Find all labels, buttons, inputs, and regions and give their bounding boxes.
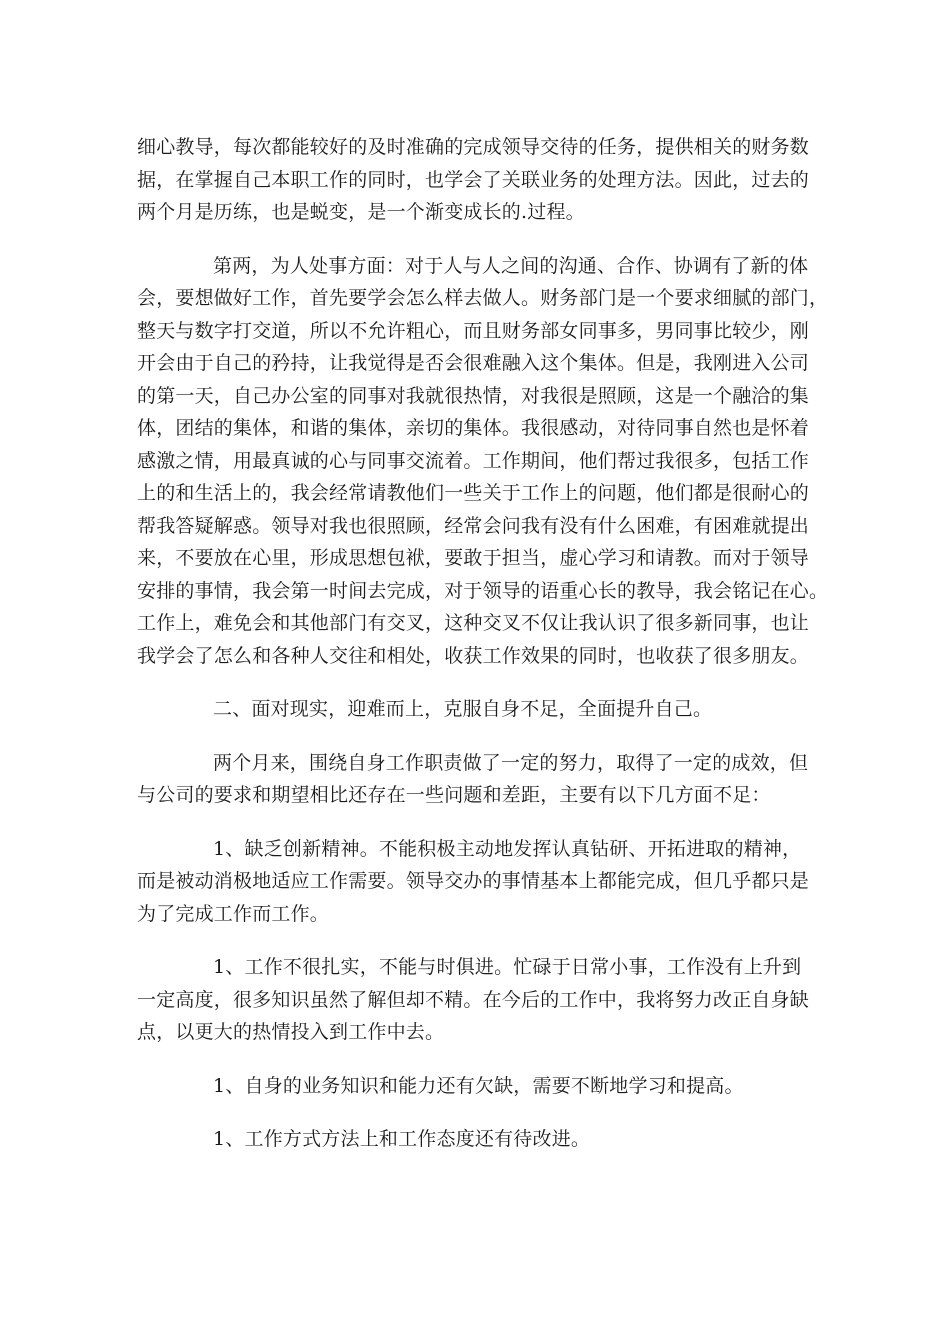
paragraph-8	[137, 1123, 813, 1156]
text-line: 会，要想做好工作，首先要学会怎么样去做人。财务部门是一个要求细腻的部门，	[137, 287, 829, 309]
paragraph-5	[137, 833, 813, 931]
text-line: 的第一天，自己办公室的同事对我就很热情，对我很是照顾，这是一个融洽的集	[137, 384, 810, 407]
text-line: 与公司的要求和期望相比还存在一些问题和差距，主要有以下几方面不足：	[137, 784, 771, 806]
text-line: 为了完成工作而工作。	[137, 902, 330, 925]
text-line: 上的和生活上的，我会经常请教他们一些关于工作上的问题，他们都是很耐心的	[137, 482, 810, 504]
paragraph-4	[137, 747, 813, 812]
text-line: 一定高度，很多知识虽然了解但却不精。在今后的工作中，我将努力改正自身缺	[137, 988, 810, 1011]
paragraph-7	[137, 1070, 813, 1103]
paragraph-2	[137, 250, 829, 673]
text-line: 帮我答疑解惑。领导对我也很照顾，经常会问我有没有什么困难，有困难就提出	[137, 514, 810, 537]
text-line: 1、缺乏创新精神。不能积极主动地发挥认真钻研、开拓进取的精神，	[213, 837, 802, 860]
text-line: 两个月来，围绕自身工作职责做了一定的努力，取得了一定的成效，但	[213, 751, 809, 774]
text-line: 工作上，难免会和其他部门有交叉，这种交叉不仅让我认识了很多新同事，也让	[137, 612, 810, 634]
paragraph-6	[137, 951, 813, 1049]
text-line: 而是被动消极地适应工作需要。领导交办的事情基本上都能完成，但几乎都只是	[137, 870, 810, 892]
document-body	[137, 131, 829, 1177]
text-line: 第两，为人处事方面：对于人与人之间的沟通、合作、协调有了新的体	[213, 254, 809, 277]
text-line: 据，在掌握自己本职工作的同时，也学会了关联业务的处理方法。因此，过去的	[137, 168, 810, 191]
text-line: 开会由于自己的矜持，让我觉得是否会很难融入这个集体。但是，我刚进入公司	[137, 352, 810, 374]
text-line: 两个月是历练，也是蜕变，是一个渐变成长的.过程。	[137, 201, 585, 223]
section-heading	[137, 693, 813, 726]
text-line: 1、工作不很扎实，不能与时俱进。忙碌于日常小事，工作没有上升到	[213, 956, 802, 978]
text-line: 感激之情，用最真诚的心与同事交流着。工作期间，他们帮过我很多，包括工作	[137, 449, 810, 472]
text-line: 点，以更大的热情投入到工作中去。	[137, 1021, 445, 1043]
text-line: 细心教导，每次都能较好的及时准确的完成领导交待的任务，提供相关的财务数	[137, 136, 810, 158]
text-line: 体，团结的集体，和谐的集体，亲切的集体。我很感动，对待同事自然也是怀着	[137, 417, 810, 439]
text-line: 我学会了怎么和各种人交往和相处，收获工作效果的同时，也收获了很多朋友。	[137, 644, 810, 667]
text-line: 安排的事情，我会第一时间去完成，对于领导的语重心长的教导，我会铭记在心。	[137, 579, 829, 602]
text-line: 1、工作方式方法上和工作态度还有待改进。	[213, 1128, 591, 1150]
text-line: 来，不要放在心里，形成思想包袱，要敢于担当，虚心学习和请教。而对于领导	[137, 547, 810, 569]
text-line: 整天与数字打交道，所以不允许粗心，而且财务部女同事多，男同事比较少，刚	[137, 319, 810, 342]
paragraph-1	[137, 131, 813, 229]
heading-line: 二、面对现实，迎难而上，克服自身不足，全面提升自己。	[213, 698, 713, 720]
text-line: 1、自身的业务知识和能力还有欠缺，需要不断地学习和提高。	[213, 1074, 744, 1097]
